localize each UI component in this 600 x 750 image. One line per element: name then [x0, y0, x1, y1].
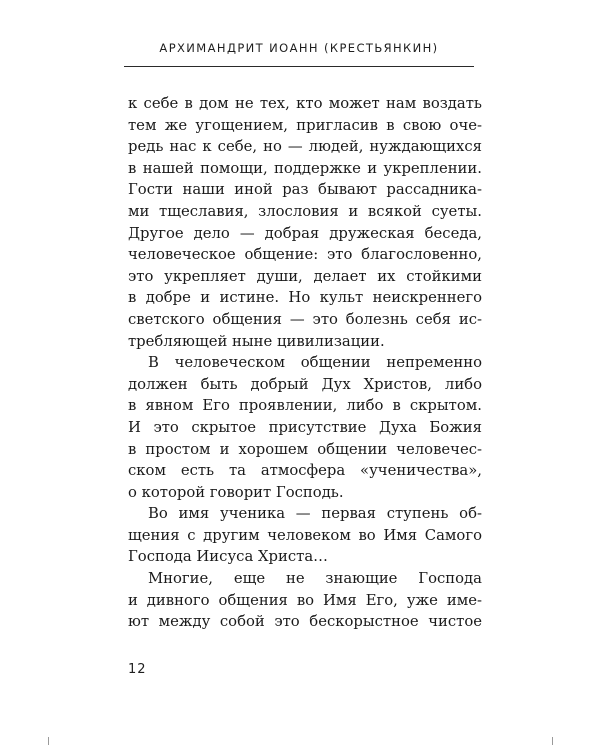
- page-number: 12: [128, 662, 147, 677]
- text-line: тем же угощением, пригласив в свою оче-: [128, 116, 482, 134]
- text-line: требляющей ныне цивилизации.: [128, 332, 385, 350]
- running-title: АРХИМАНДРИТ ИОАНН (КРЕСТЬЯНКИН): [159, 41, 439, 55]
- text-line: Господа Иисуса Христа…: [128, 548, 328, 566]
- text-line: Гости наши иной раз бывают рассадника-: [128, 181, 482, 199]
- text-line: ют между собой это бескорыстное чистое: [128, 613, 482, 631]
- text-line: в явном Его проявлении, либо в скрытом.: [128, 397, 482, 415]
- text-line: Другое дело — добрая дружеская беседа,: [128, 224, 482, 242]
- body-text: [128, 93, 482, 633]
- text-line: В человеческом общении непременно: [148, 354, 482, 372]
- text-line: должен быть добрый Дух Христов, либо: [128, 375, 482, 393]
- text-line: редь нас к себе, но — людей, нуждающихся: [128, 138, 482, 156]
- crop-mark-left: [48, 737, 49, 745]
- text-line: Многие, еще не знающие Господа: [148, 570, 482, 588]
- text-line: в нашей помощи, поддержке и укреплении.: [128, 159, 482, 177]
- crop-mark-right: [552, 737, 553, 745]
- header-rule: [124, 66, 474, 67]
- text-line: и дивного общения во Имя Его, уже име-: [128, 591, 482, 609]
- text-line: ми тщеславия, злословия и всякой суеты.: [128, 202, 482, 220]
- text-line: И это скрытое присутствие Духа Божия: [128, 418, 482, 436]
- text-line: к себе в дом не тех, кто может нам воздать: [128, 95, 482, 112]
- text-line: Во имя ученика — первая ступень об-: [148, 505, 482, 523]
- text-line: о которой говорит Господь.: [128, 483, 344, 501]
- text-line: щения с другим человеком во Имя Самого: [128, 526, 482, 544]
- text-line: в простом и хорошем общении человечес-: [128, 440, 482, 458]
- text-line: в добре и истине. Но культ неискреннего: [128, 289, 482, 307]
- text-line: это укрепляет души, делает их стойкими: [128, 267, 482, 285]
- text-line: светского общения — это болезнь себя ис-: [128, 310, 482, 328]
- text-line: человеческое общение: это благословенно,: [128, 246, 482, 264]
- text-line: ском есть та атмосфера «ученичества»,: [128, 462, 482, 480]
